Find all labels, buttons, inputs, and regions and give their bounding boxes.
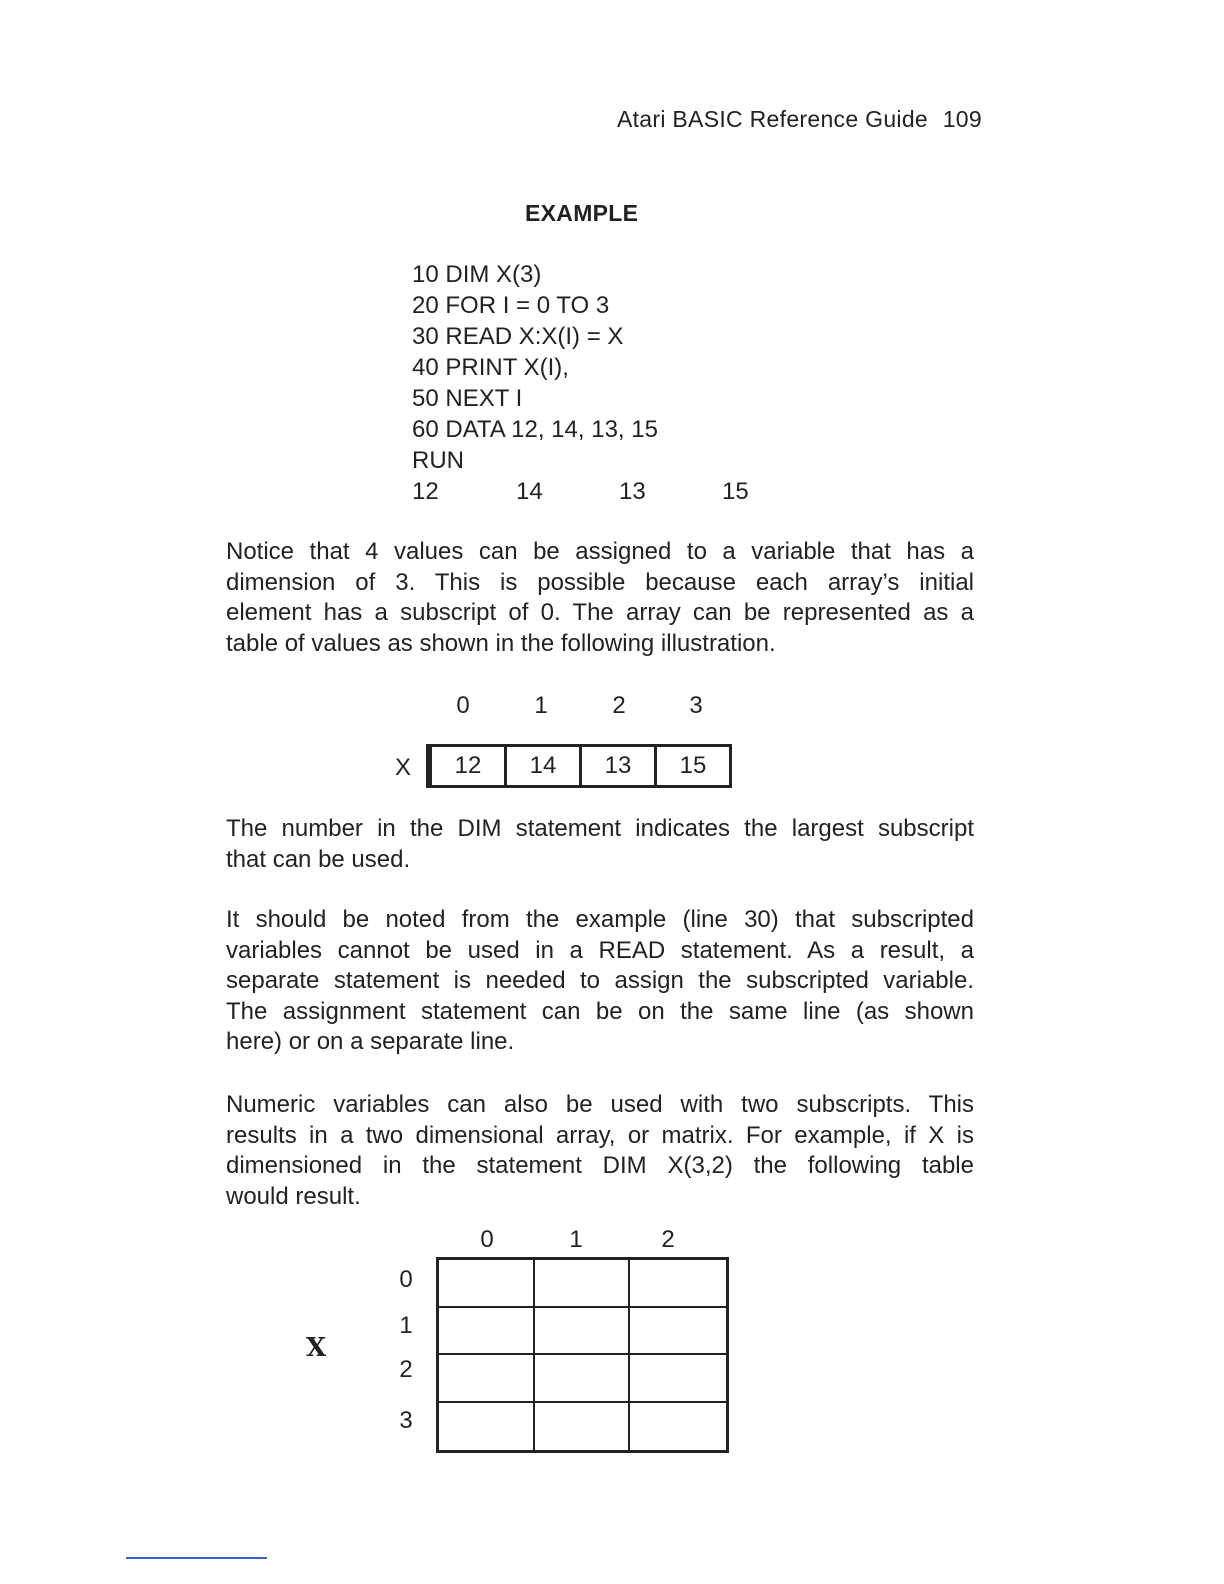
paragraph-line: table of values as shown in the following illustration. [226, 629, 776, 657]
matrix-label: X [306, 1333, 327, 1363]
array-index: 1 [534, 692, 548, 719]
matrix-row-index: 2 [399, 1356, 413, 1383]
paragraph-line: would result. [226, 1182, 361, 1210]
paragraph-line: The assignment statement can be on the same line (as shown [226, 997, 974, 1025]
paragraph-line: The number in the DIM statement indicates the largest subscript [226, 815, 974, 842]
matrix-row-index: 0 [399, 1266, 413, 1293]
matrix-cell [439, 1260, 535, 1308]
array-index: 3 [689, 692, 703, 719]
array-cells [426, 744, 732, 788]
matrix-cell [535, 1308, 631, 1356]
paragraph-line: Numeric variables can also be used with two subscripts. This [226, 1091, 974, 1118]
running-header [617, 106, 982, 133]
matrix-cell [630, 1260, 726, 1308]
array-index: 2 [612, 692, 626, 719]
paragraph-read-note [226, 905, 974, 1058]
paragraph-line: separate statement is needed to assign the subscripted variable. [226, 967, 974, 994]
matrix-column-index: 0 [480, 1226, 494, 1253]
code-line: 10 DIM X(3) [412, 261, 542, 288]
paragraph-line: here) or on a separate line. [226, 1028, 515, 1055]
example-heading: EXAMPLE [525, 200, 639, 226]
array-cell: 15 [679, 752, 707, 779]
code-line: 20 FOR I = 0 TO 3 [412, 292, 610, 319]
matrix-grid [436, 1257, 729, 1453]
paragraph-line: element has a subscript of 0. The array can be represented as a [226, 599, 974, 626]
matrix-cell [630, 1403, 726, 1451]
matrix-column-index: 1 [569, 1226, 583, 1253]
paragraph-line: dimension of 3. This is possible because each array’s initial [226, 568, 974, 596]
array-cell: 13 [582, 747, 657, 785]
matrix-cell [439, 1403, 535, 1451]
paragraph-line: dimensioned in the statement DIM X(3,2) the following table [226, 1152, 974, 1179]
header-title: Atari BASIC Reference Guide [616, 106, 929, 132]
paragraph-line: that can be used. [226, 845, 411, 873]
array-cell: 14 [507, 747, 582, 785]
footer-rule [126, 1557, 267, 1559]
output-value: 14 [516, 478, 543, 505]
output-value: 15 [722, 478, 749, 505]
code-line: 60 DATA 12, 14, 13, 15 [412, 416, 658, 443]
paragraph-line: Notice that 4 values can be assigned to a variable that has a [226, 538, 974, 565]
paragraph-line: results in a two dimensional array, or matrix. For example, if X is [226, 1121, 974, 1149]
matrix-cell [630, 1308, 726, 1356]
matrix-row-index: 1 [399, 1312, 413, 1339]
code-line: 50 NEXT I [412, 385, 523, 412]
paragraph-notice [226, 537, 974, 659]
run-output [412, 476, 749, 507]
array-cell: 12 [429, 747, 507, 785]
array-label: X [395, 754, 412, 781]
paragraph-line: It should be noted from the example (line 30) that subscripted [226, 906, 974, 933]
code-line: 30 READ X:X(I) = X [412, 323, 624, 350]
matrix-cell [630, 1355, 726, 1403]
paragraph-line: variables cannot be used in a READ statement. As a result, a [226, 936, 974, 964]
code-line: 40 PRINT X(I), [412, 354, 569, 381]
matrix-cell [535, 1403, 631, 1451]
matrix-cell [535, 1260, 631, 1308]
paragraph-dim [226, 814, 974, 875]
matrix-cell [535, 1355, 631, 1403]
output-value: 13 [619, 478, 646, 505]
matrix-column-index: 2 [661, 1226, 675, 1253]
matrix-cell [439, 1355, 535, 1403]
output-value: 12 [412, 478, 439, 505]
matrix-row-index: 3 [399, 1407, 413, 1434]
matrix-cell [439, 1308, 535, 1356]
array-index: 0 [456, 692, 470, 719]
paragraph-matrix [226, 1090, 974, 1212]
code-line: RUN [412, 447, 464, 474]
page-number: 109 [942, 106, 982, 132]
code-listing [412, 259, 749, 507]
